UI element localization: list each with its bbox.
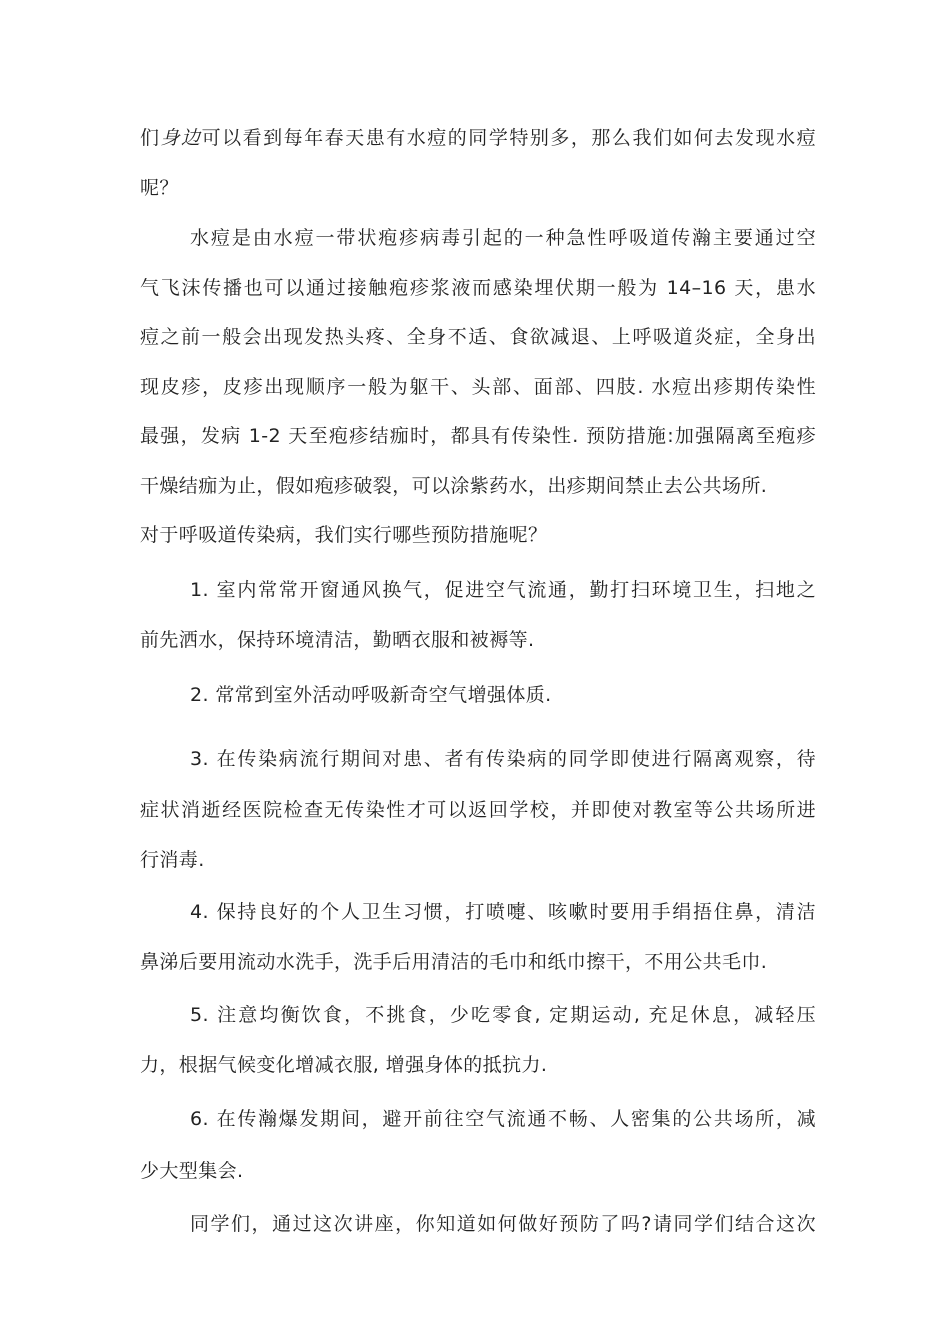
text-line-21: 少大型集会.: [140, 1160, 244, 1182]
text-line-11: 前先洒水，保持环境清洁，勤晒衣服和被褥等.: [140, 629, 535, 651]
list-item-4: 4. 保持良好的个人卫生习惯，打喷嚏、咳嗽时要用手绢捂住鼻，清洁: [190, 901, 816, 923]
text-line-7: 最强，发病 1-2 天至疱疹结痂时，都具有传染性. 预防措施:加强隔离至疱疹: [140, 425, 816, 447]
italic-text: 身边: [160, 127, 202, 149]
text-line-6: 现皮疹，皮疹出现顺序一般为躯干、头部、面部、四肢. 水痘出疹期传染性: [140, 376, 816, 398]
list-item-3: 3. 在传染病流行期间对患、者有传染病的同学即使进行隔离观察，待: [190, 748, 816, 770]
text-line-17: 鼻涕后要用流动水洗手，洗手后用清洁的毛巾和纸巾擦干，不用公共毛巾.: [140, 951, 768, 973]
text-line-4: 气飞沫传播也可以通过接触疱疹浆液而感染埋伏期一般为 14–16 天，患水: [140, 277, 816, 299]
text-line-15: 行消毒.: [140, 849, 205, 871]
text-line-5: 痘之前一般会出现发热头疼、全身不适、食欲减退、上呼吸道炎症，全身出: [140, 326, 816, 348]
list-item-5: 5. 注意均衡饮食，不挑食，少吃零食, 定期运动, 充足休息，减轻压: [190, 1004, 816, 1026]
text-line-19: 力，根据气候变化增减衣服, 增强身体的抵抗力.: [140, 1054, 548, 1076]
text-line-9: 对于呼吸道传染病，我们实行哪些预防措施呢？: [140, 524, 548, 546]
text-line-1: [140, 125, 816, 151]
list-item-6: 6. 在传瀚爆发期间，避开前往空气流通不畅、人密集的公共场所，减: [190, 1108, 816, 1130]
text-line-2: 呢？: [140, 177, 179, 199]
text-segment: 可以看到每年春天患有水痘的同学特别多，那么我们如何去发现水痘: [201, 127, 816, 149]
list-item-1: 1. 室内常常开窗通风换气，促进空气流通，勤打扫环境卫生，扫地之: [190, 579, 816, 601]
text-segment: 们: [140, 127, 161, 149]
paragraph-closing: 同学们，通过这次讲座，你知道如何做好预防了吗?请同学们结合这次: [190, 1213, 816, 1235]
paragraph-varicella-start: 水痘是由水痘一带状疱疹病毒引起的一种急性呼吸道传瀚主要通过空: [190, 227, 816, 249]
text-line-8: 干燥结痂为止，假如疱疹破裂，可以涂紫药水，出疹期间禁止去公共场所.: [140, 475, 768, 497]
list-item-2: 2. 常常到室外活动呼吸新奇空气增强体质.: [190, 684, 552, 706]
text-line-14: 症状消逝经医院检查无传染性才可以返回学校，并即使对教室等公共场所进: [140, 799, 816, 821]
